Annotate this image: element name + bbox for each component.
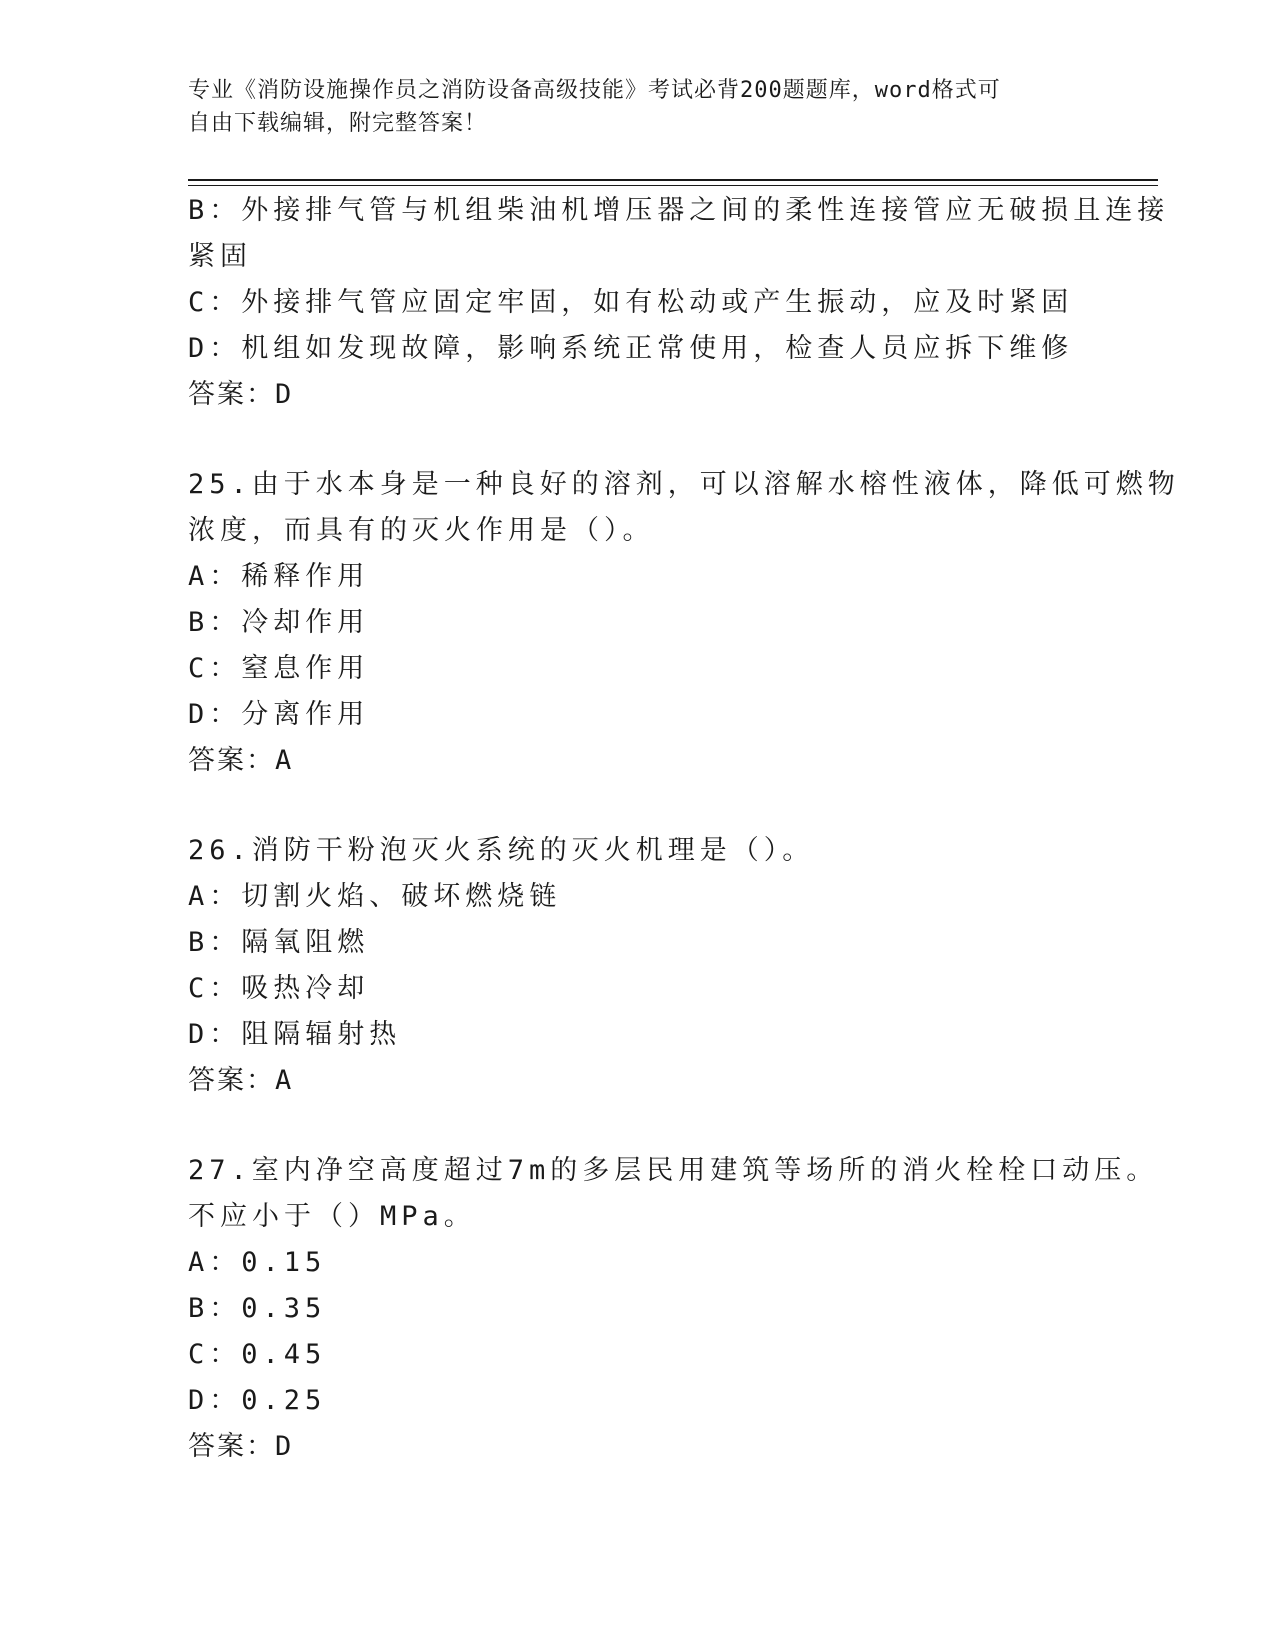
option-c: C：窒息作用 [188,653,370,684]
option-c: C：外接排气管应固定牢固，如有松动或产生振动，应及时紧固 [188,287,1074,318]
option-b-line-2: 紧固 [188,241,252,272]
option-d: D：机组如发现故障，影响系统正常使用，检查人员应拆下维修 [188,333,1074,364]
header-divider-thick [188,179,1158,181]
question-26 [188,828,1088,1104]
question-24-continued [188,188,1170,418]
option-b: B：冷却作用 [188,607,370,638]
option-d: D：分离作用 [188,699,370,730]
question-spacer [188,1104,1088,1148]
header-title-line-2: 自由下载编辑，附完整答案！ [188,111,488,136]
answer: 答案：D [188,1431,294,1462]
header-divider-thin [188,185,1158,186]
option-c: C：0.45 [188,1339,327,1370]
question-stem-line-2: 浓度，而具有的灭火作用是（）。 [188,515,655,546]
question-spacer [188,784,1088,828]
option-d: D：0.25 [188,1385,327,1416]
header-title-line-1: 专业《消防设施操作员之消防设备高级技能》考试必背200题题库，word格式可 [188,78,1001,103]
option-a: A：稀释作用 [188,561,370,592]
option-c: C：吸热冷却 [188,973,370,1004]
question-stem-line-1: 26.消防干粉泡灭火系统的灭火机理是（）。 [188,835,815,866]
question-stem-line-1: 27.室内净空高度超过7m的多层民用建筑等场所的消火栓栓口动压。 [188,1155,1159,1186]
question-25 [188,462,1180,784]
option-d: D：阻隔辐射热 [188,1019,402,1050]
question-stem-line-1: 25.由于水本身是一种良好的溶剂，可以溶解水榕性液体，降低可燃物 [188,469,1180,500]
answer: 答案：A [188,745,294,776]
answer: 答案：A [188,1065,294,1096]
option-a: A：切割火焰、破坏燃烧链 [188,881,562,912]
option-b: B：0.35 [188,1293,327,1324]
document-header [188,74,1088,140]
question-spacer [188,418,1088,462]
option-b-line-1: B：外接排气管与机组柴油机增压器之间的柔性连接管应无破损且连接 [188,195,1170,226]
question-list [188,188,1180,1470]
option-a: A：0.15 [188,1247,327,1278]
answer: 答案：D [188,379,294,410]
question-27 [188,1148,1159,1470]
option-b: B：隔氧阻燃 [188,927,370,958]
question-stem-line-2: 不应小于（）MPa。 [188,1201,476,1232]
